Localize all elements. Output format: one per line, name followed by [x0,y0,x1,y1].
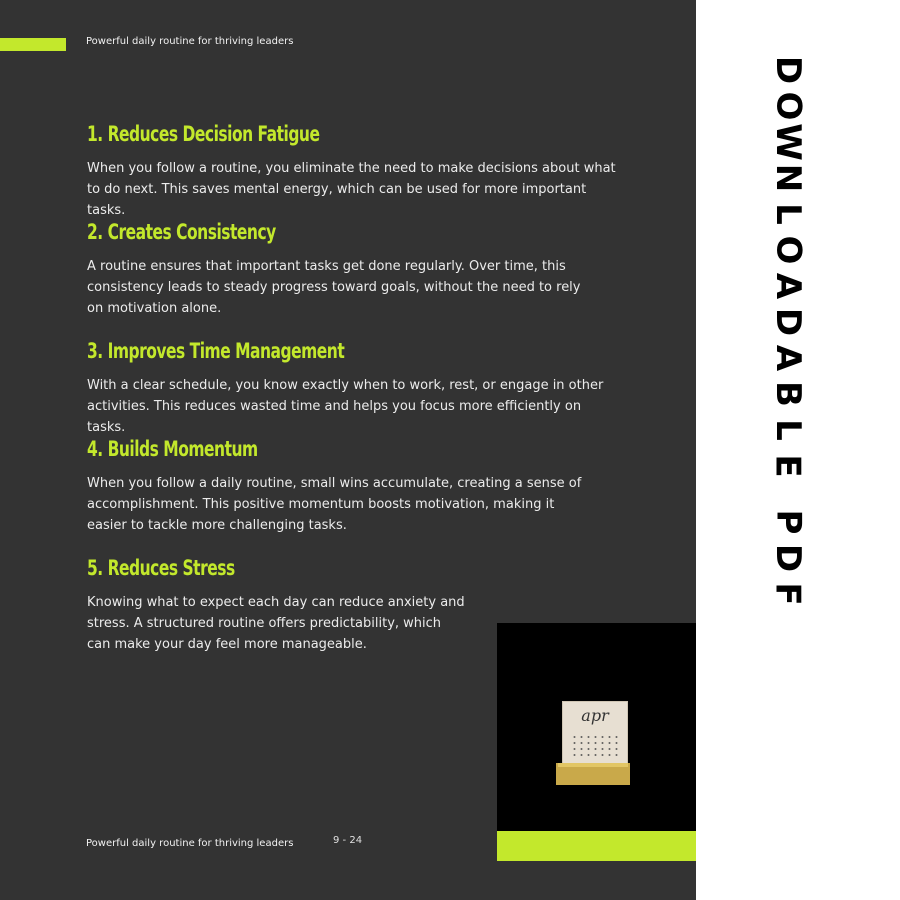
banner-letter: L [767,203,808,225]
calendar-stand-top [558,763,628,767]
footer-running-title: Powerful daily routine for thriving leaders [86,838,294,849]
section-title: 3. Improves Time Management [87,339,345,363]
header-running-title: Powerful daily routine for thriving leaders [86,36,294,47]
section-body: Knowing what to expect each day can reduce anxiety and stress. A structured routine offers predictability, which can make your day feel more manageable. [87,595,465,652]
banner-letter: B [767,381,808,407]
calendar-card [562,701,628,767]
banner-letter: E [767,454,808,478]
section-body: A routine ensures that important tasks get done regularly. Over time, this consistency leads to steady progress toward goals, without the need to rely on motivation alone. [87,259,581,316]
banner-letter: O [768,91,808,121]
banner-letter: P [767,509,808,535]
section-title: 5. Reduces Stress [87,556,235,580]
banner-letter: F [767,582,808,606]
footer-accent-bar [497,831,696,861]
header-accent-bar [0,38,66,51]
banner-letter: A [767,344,808,372]
section-body: When you follow a routine, you eliminate the need to make decisions about what to do next. This saves mental energy, which can be used for more important tasks. [87,161,616,218]
calendar-icon [556,701,630,787]
section-title: 2. Creates Consistency [87,220,276,244]
section-builds-momentum [87,435,597,536]
section-reduces-stress [87,554,467,655]
banner-letter: D [767,307,808,337]
desk-calendar-photo [497,623,696,833]
banner-letter: D [767,543,808,573]
banner-letter: D [767,55,808,85]
section-creates-consistency [87,218,587,319]
banner-letter: L [767,419,808,441]
banner-letter: W [767,123,808,161]
section-body: With a clear schedule, you know exactly when to work, rest, or engage in other activities. This reduces wasted time and helps you focus more efficiently on tasks. [87,378,604,435]
banner-letter: A [767,272,808,300]
downloadable-pdf-banner [757,52,817,612]
calendar-date-grid [571,734,619,760]
calendar-month-word: apr [581,706,609,725]
banner-space [777,488,797,500]
section-body: When you follow a daily routine, small wins accumulate, creating a sense of accomplishment. This positive momentum boosts motivation, making it easier to tackle more challenging tasks. [87,476,582,533]
page-number: 9 - 24 [333,835,363,846]
section-reduces-decision-fatigue [87,120,617,221]
banner-letter: O [768,235,808,265]
section-title: 4. Builds Momentum [87,437,258,461]
banner-letter: N [768,163,808,193]
section-title: 1. Reduces Decision Fatigue [87,122,320,146]
section-improves-time-management [87,337,617,438]
